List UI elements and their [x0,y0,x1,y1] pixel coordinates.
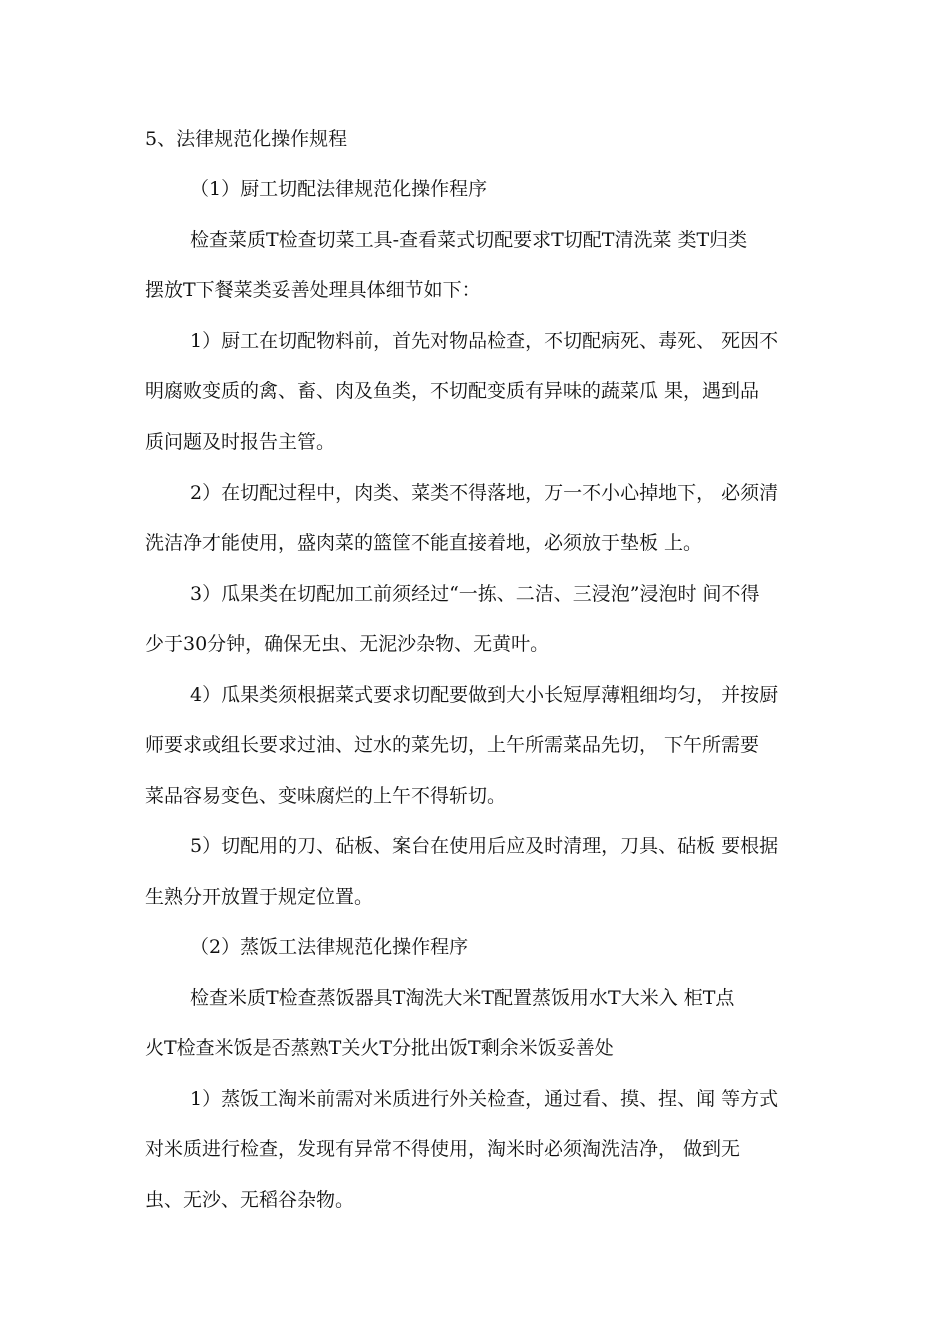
rice-item1-line-1: 1）蒸饭工淘米前需对米质进行外关检查，通过看、摸、捏、闻 等方式 [190,1088,779,1110]
item1-line-1: 1）厨工在切配物料前，首先对物品检查，不切配病死、毒死、 死因不 [190,330,779,352]
item2-line-1: 2）在切配过程中，肉类、菜类不得落地，万一不小心掉地下， 必须清 [190,482,779,504]
flow2-line-2: 火T检查米饭是否蒸熟T关火T分批出饭T剩余米饭妥善处 [145,1037,614,1059]
item4-line-3: 菜品容易变色、变味腐烂的上午不得斩切。 [145,785,507,807]
rice-item1-line-2: 对米质进行检查，发现有异常不得使用，淘米时必须淘洗洁净， 做到无 [145,1138,741,1160]
item4-line-1: 4）瓜果类须根据菜式要求切配要做到大小长短厚薄粗细均匀， 并按厨 [190,684,779,706]
item4-line-2: 师要求或组长要求过油、过水的菜先切，上午所需菜品先切， 下午所需要 [145,734,760,756]
flow-line-1: 检查菜质T检查切菜工具-查看菜式切配要求T切配T清洗菜 类T归类 [190,229,748,251]
section-heading: 5、法律规范化操作规程 [145,128,348,150]
item3-line-1: 3）瓜果类在切配加工前须经过“一拣、二洁、三浸泡”浸泡时 间不得 [190,583,760,605]
subsection-heading-2: （2）蒸饭工法律规范化操作程序 [190,936,469,958]
flow-line-2: 摆放T下餐菜类妥善处理具体细节如下： [145,279,481,301]
item1-line-3: 质问题及时报告主管。 [145,431,336,453]
item2-line-2: 洗洁净才能使用，盛肉菜的篮筐不能直接着地，必须放于垫板 上。 [145,532,703,554]
rice-item1-line-3: 虫、无沙、无稻谷杂物。 [145,1189,355,1211]
subsection-heading-1: （1）厨工切配法律规范化操作程序 [190,178,488,200]
item5-line-2: 生熟分开放置于规定位置。 [145,886,374,908]
item5-line-1: 5）切配用的刀、砧板、案台在使用后应及时清理，刀具、砧板 要根据 [190,835,779,857]
item3-line-2: 少于30分钟，确保无虫、无泥沙杂物、无黄叶。 [145,633,550,655]
item1-line-2: 明腐败变质的禽、畜、肉及鱼类，不切配变质有异味的蔬菜瓜 果，遇到品 [145,380,760,402]
flow2-line-1: 检查米质T检查蒸饭器具T淘洗大米T配置蒸饭用水T大米入 柜T点 [190,987,735,1009]
